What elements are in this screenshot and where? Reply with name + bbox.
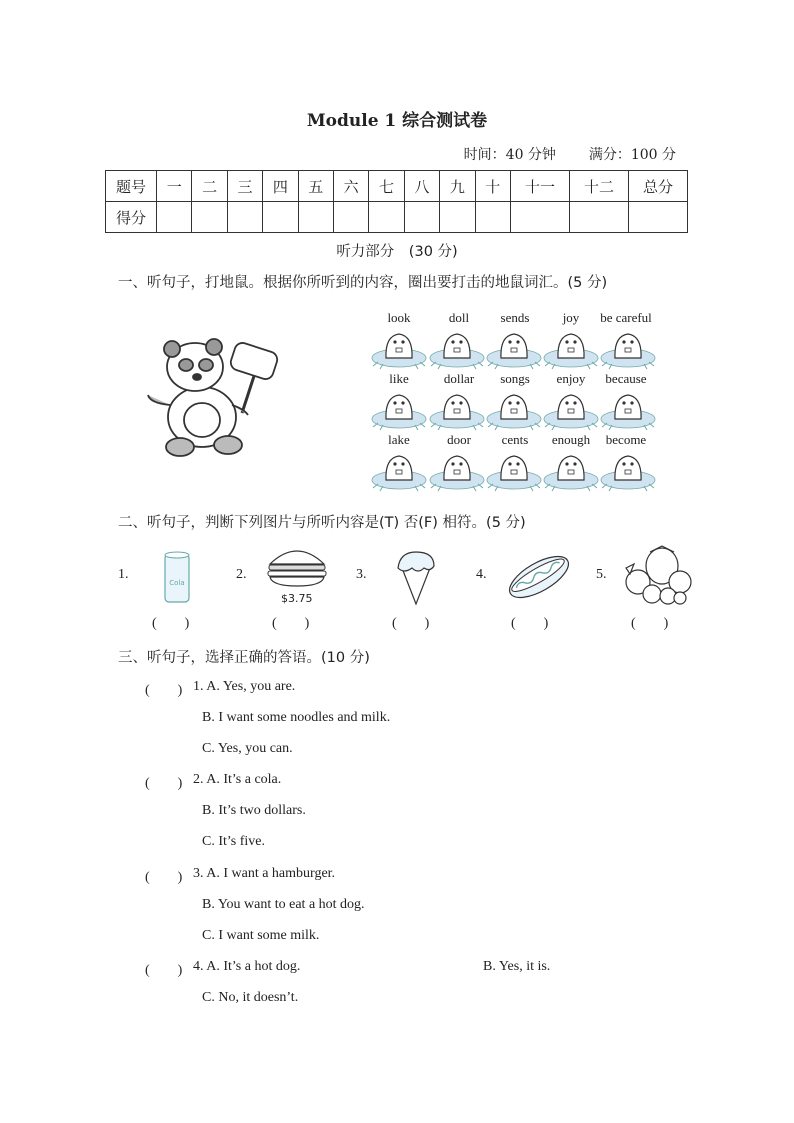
score-input-cell[interactable] bbox=[192, 202, 227, 233]
answer-blank[interactable]: ( ) bbox=[511, 616, 549, 631]
score-input-cell[interactable] bbox=[475, 202, 510, 233]
score-input-cell[interactable] bbox=[404, 202, 439, 233]
mole-icon bbox=[487, 395, 541, 430]
score-input-cell[interactable] bbox=[157, 202, 192, 233]
answer-blank[interactable]: ( ) bbox=[145, 776, 183, 791]
section1-heading: 一、听句子，打地鼠。根据你所听到的内容，圈出要打击的地鼠词汇。(5 分) bbox=[118, 275, 608, 291]
full-score: 满分：100 分 bbox=[588, 147, 676, 163]
option-c: C. I want some milk. bbox=[202, 928, 320, 943]
option-a: 1. A. Yes, you are. bbox=[193, 679, 296, 694]
option-a: 2. A. It’s a cola. bbox=[193, 772, 282, 787]
mole-icon bbox=[544, 395, 598, 430]
option-a: 3. A. I want a hamburger. bbox=[193, 866, 336, 881]
answer-blank[interactable]: ( ) bbox=[272, 616, 310, 631]
cola-can-icon bbox=[162, 550, 192, 605]
mole-icon bbox=[601, 456, 655, 491]
option-b: B. It’s two dollars. bbox=[202, 803, 306, 818]
mole-word[interactable]: enough bbox=[551, 432, 591, 447]
score-cell: 二 bbox=[192, 171, 227, 202]
item-number: 2. bbox=[236, 567, 247, 582]
score-cell: 十一 bbox=[511, 171, 570, 202]
mole-icon bbox=[430, 334, 484, 369]
answer-blank[interactable]: ( ) bbox=[392, 616, 430, 631]
mole-word[interactable]: because bbox=[605, 371, 647, 386]
score-cell: 总分 bbox=[629, 171, 688, 202]
ice-cream-icon bbox=[394, 546, 438, 606]
answer-blank[interactable]: ( ) bbox=[152, 616, 190, 631]
panda-hammer-icon bbox=[140, 335, 290, 465]
mole-word[interactable]: cents bbox=[501, 432, 529, 447]
answer-blank[interactable]: ( ) bbox=[631, 616, 669, 631]
item-number: 3. bbox=[356, 567, 367, 582]
mole-word[interactable]: songs bbox=[500, 371, 530, 386]
item-number: 4. bbox=[476, 567, 487, 582]
answer-blank[interactable]: ( ) bbox=[145, 870, 183, 885]
section2-heading: 二、听句子，判断下列图片与所听内容是(T) 否(F) 相符。(5 分) bbox=[118, 515, 526, 531]
option-c: C. No, it doesn’t. bbox=[202, 990, 299, 1005]
fruit-basket-icon bbox=[622, 544, 694, 606]
mole-word[interactable]: door bbox=[447, 432, 471, 447]
score-input-cell[interactable] bbox=[298, 202, 333, 233]
hot-dog-icon bbox=[504, 548, 574, 606]
time-limit: 时间：40 分钟 bbox=[463, 147, 556, 163]
mole-word[interactable]: like bbox=[389, 371, 409, 386]
cola-label: Cola bbox=[169, 579, 185, 587]
score-cell: 一 bbox=[157, 171, 192, 202]
score-table-score-row bbox=[106, 202, 688, 233]
mole-grid bbox=[368, 310, 668, 492]
mole-icon bbox=[372, 395, 426, 430]
mole-word[interactable]: be careful bbox=[600, 310, 652, 325]
option-c: C. It’s five. bbox=[202, 834, 265, 849]
score-cell: 十 bbox=[475, 171, 510, 202]
mole-icon bbox=[601, 334, 655, 369]
mole-icons bbox=[368, 324, 668, 492]
score-input-cell[interactable] bbox=[629, 202, 688, 233]
mole-word[interactable]: dollar bbox=[443, 371, 475, 386]
score-cell: 三 bbox=[227, 171, 262, 202]
mole-icon bbox=[544, 456, 598, 491]
item-number: 5. bbox=[596, 567, 607, 582]
score-cell: 六 bbox=[333, 171, 368, 202]
score-input-cell[interactable] bbox=[227, 202, 262, 233]
score-cell: 五 bbox=[298, 171, 333, 202]
mole-icon bbox=[544, 334, 598, 369]
mole-word[interactable]: joy bbox=[562, 310, 580, 325]
item-number: 1. bbox=[118, 567, 129, 582]
score-input-cell[interactable] bbox=[263, 202, 298, 233]
mole-icon bbox=[601, 395, 655, 430]
score-input-cell[interactable] bbox=[333, 202, 368, 233]
mole-icon bbox=[430, 456, 484, 491]
page-title: Module 1 综合测试卷 bbox=[306, 111, 488, 131]
mole-word[interactable]: become bbox=[605, 432, 647, 447]
option-b: B. Yes, it is. bbox=[483, 959, 551, 974]
score-cell: 十二 bbox=[570, 171, 629, 202]
score-input-cell[interactable] bbox=[369, 202, 404, 233]
score-cell: 题号 bbox=[106, 171, 157, 202]
score-cell: 四 bbox=[263, 171, 298, 202]
mole-word[interactable]: sends bbox=[500, 310, 530, 325]
mole-icon bbox=[487, 456, 541, 491]
option-b: B. You want to eat a hot dog. bbox=[202, 897, 365, 912]
option-a: 4. A. It’s a hot dog. bbox=[193, 959, 301, 974]
exam-meta bbox=[464, 144, 676, 164]
price-label: $3.75 bbox=[281, 592, 313, 605]
score-table-header-row bbox=[106, 171, 688, 202]
score-cell: 得分 bbox=[106, 202, 157, 233]
score-cell: 八 bbox=[404, 171, 439, 202]
option-c: C. Yes, you can. bbox=[202, 741, 293, 756]
mole-icon bbox=[372, 334, 426, 369]
score-input-cell[interactable] bbox=[511, 202, 570, 233]
mole-word[interactable]: doll bbox=[448, 310, 470, 325]
mole-word[interactable]: enjoy bbox=[556, 371, 586, 386]
mole-icon bbox=[372, 456, 426, 491]
score-input-cell[interactable] bbox=[570, 202, 629, 233]
mole-icon bbox=[487, 334, 541, 369]
answer-blank[interactable]: ( ) bbox=[145, 683, 183, 698]
option-b: B. I want some noodles and milk. bbox=[202, 710, 391, 725]
score-cell: 九 bbox=[440, 171, 475, 202]
hamburger-icon bbox=[266, 544, 328, 588]
section3-heading: 三、听句子，选择正确的答语。(10 分) bbox=[118, 650, 370, 666]
score-cell: 七 bbox=[369, 171, 404, 202]
mole-word[interactable]: look bbox=[387, 310, 411, 325]
answer-blank[interactable]: ( ) bbox=[145, 963, 183, 978]
mole-word[interactable]: lake bbox=[388, 432, 410, 447]
score-input-cell[interactable] bbox=[440, 202, 475, 233]
listening-header: 听力部分 (30 分) bbox=[336, 244, 458, 260]
score-table bbox=[105, 170, 688, 233]
mole-icon bbox=[430, 395, 484, 430]
